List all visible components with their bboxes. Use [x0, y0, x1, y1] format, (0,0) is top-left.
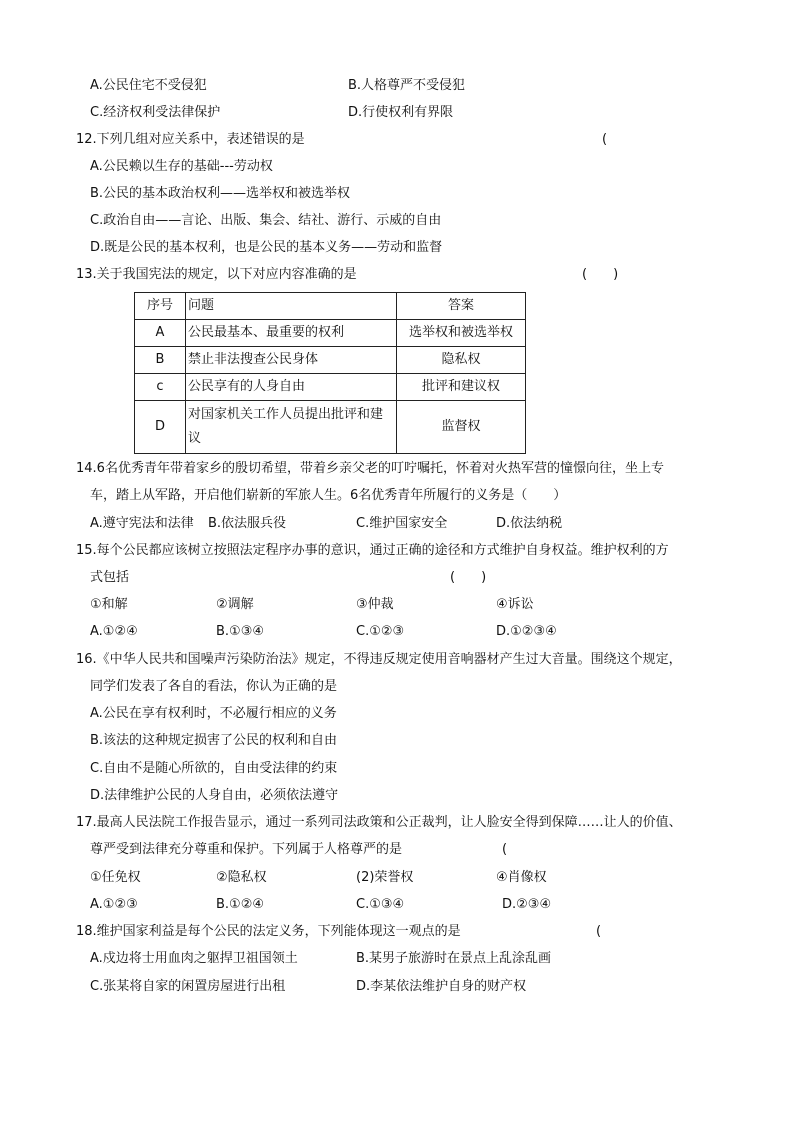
- q14-option-a: A.遵守宪法和法律: [90, 516, 194, 531]
- q16-option-b: B.该法的这种规定损害了公民的权利和自由: [90, 733, 338, 748]
- q18-answer-paren: (: [596, 924, 602, 939]
- q15-option-c: C.①②③: [356, 624, 405, 639]
- q18-option-b: B.某男子旅游时在景点上乱涂乱画: [356, 951, 552, 966]
- q17-stem-line2: 尊严受到法律充分尊重和保护。下列属于人格尊严的是: [90, 842, 403, 857]
- q15-item-3: ③仲裁: [356, 597, 394, 612]
- row-number: A: [135, 320, 186, 347]
- q11-option-b: B.人格尊严不受侵犯: [348, 78, 466, 93]
- q12-option-c: C.政治自由——言论、出版、集会、结社、游行、示威的自由: [90, 213, 442, 228]
- q13-answer-paren: ( ): [582, 267, 619, 282]
- q14-stem-line2: 车，踏上从军路，开启他们崭新的军旅人生。6名优秀青年所履行的义务是（ ）: [90, 488, 567, 503]
- header-number: 序号: [135, 293, 186, 320]
- q15-item-2: ②调解: [216, 597, 254, 612]
- table-row: [135, 320, 526, 347]
- q15-item-1: ①和解: [90, 597, 128, 612]
- q12-option-b: B.公民的基本政治权利——选举权和被选举权: [90, 186, 351, 201]
- row-answer: 批评和建议权: [397, 374, 526, 401]
- row-question: 禁止非法搜查公民身体: [186, 347, 397, 374]
- row-question: 公民享有的人身自由: [186, 374, 397, 401]
- q13-table: [134, 292, 526, 454]
- q12-stem: 12.下列几组对应关系中，表述错误的是: [76, 132, 305, 147]
- q16-stem-line2: 同学们发表了各自的看法，你认为正确的是: [90, 679, 338, 694]
- q12-option-a: A.公民赖以生存的基础---劳动权: [90, 159, 273, 174]
- q11-option-a: A.公民住宅不受侵犯: [90, 78, 207, 93]
- q12-option-d: D.既是公民的基本权利，也是公民的基本义务——劳动和监督: [90, 240, 443, 255]
- q17-option-a: A.①②③: [90, 897, 138, 912]
- q15-stem-line2: 式包括: [90, 570, 130, 585]
- table-row: [135, 347, 526, 374]
- q17-item-2: ②隐私权: [216, 870, 267, 885]
- q17-answer-paren: (: [502, 842, 508, 857]
- q11-option-c: C.经济权利受法律保护: [90, 105, 221, 120]
- q18-option-a: A.戍边将士用血肉之躯捍卫祖国领土: [90, 951, 298, 966]
- q14-option-d: D.依法纳税: [496, 516, 563, 531]
- q17-option-c: C.①③④: [356, 897, 405, 912]
- table-row: [135, 374, 526, 401]
- q17-item-1: ①任免权: [90, 870, 141, 885]
- q18-option-c: C.张某将自家的闲置房屋进行出租: [90, 979, 286, 994]
- table-row: [135, 401, 526, 454]
- q16-option-d: D.法律维护公民的人身自由，必须依法遵守: [90, 788, 339, 803]
- q14-stem-line1: 14.6名优秀青年带着家乡的殷切希望，带着乡亲父老的叮咛嘱托，怀着对火热军营的憧憬向往，坐上专: [76, 461, 664, 476]
- row-question: 对国家机关工作人员提出批评和建议: [186, 401, 397, 454]
- q15-stem-line1: 15.每个公民都应该树立按照法定程序办事的意识，通过正确的途径和方式维护自身权益。维护权利的方: [76, 543, 669, 558]
- row-answer: 选举权和被选举权: [397, 320, 526, 347]
- q17-item-3: (2)荣誉权: [356, 870, 414, 885]
- q15-answer-paren: ( ): [450, 570, 487, 585]
- header-question: 问题: [186, 293, 397, 320]
- row-number: B: [135, 347, 186, 374]
- row-number: c: [135, 374, 186, 401]
- q14-option-c: C.维护国家安全: [356, 516, 448, 531]
- q15-item-4: ④诉讼: [496, 597, 534, 612]
- q15-option-d: D.①②③④: [496, 624, 557, 639]
- q17-option-d: D.②③④: [502, 897, 552, 912]
- q18-option-d: D.李某依法维护自身的财产权: [356, 979, 527, 994]
- row-answer: 监督权: [397, 401, 526, 454]
- q18-stem: 18.维护国家利益是每个公民的法定义务，下列能体现这一观点的是: [76, 924, 461, 939]
- row-answer: 隐私权: [397, 347, 526, 374]
- table-header-row: [135, 293, 526, 320]
- row-number: D: [135, 401, 186, 454]
- q16-option-a: A.公民在享有权利时，不必履行相应的义务: [90, 706, 337, 721]
- q11-option-d: D.行使权利有界限: [348, 105, 454, 120]
- q17-option-b: B.①②④: [216, 897, 265, 912]
- q14-option-b: B.依法服兵役: [208, 516, 287, 531]
- q12-answer-paren: (: [602, 132, 608, 147]
- row-question: 公民最基本、最重要的权利: [186, 320, 397, 347]
- q16-stem-line1: 16.《中华人民共和国噪声污染防治法》规定，不得违反规定使用音响器材产生过大音量。围绕这个规定，: [76, 652, 682, 667]
- header-answer: 答案: [397, 293, 526, 320]
- q15-option-a: A.①②④: [90, 624, 138, 639]
- q15-option-b: B.①③④: [216, 624, 265, 639]
- q17-stem-line1: 17.最高人民法院工作报告显示，通过一系列司法政策和公正裁判，让人脸安全得到保障……让人的价值、: [76, 815, 682, 830]
- q13-stem: 13.关于我国宪法的规定，以下对应内容准确的是: [76, 267, 357, 282]
- q17-item-4: ④肖像权: [496, 870, 547, 885]
- q16-option-c: C.自由不是随心所欲的，自由受法律的约束: [90, 761, 338, 776]
